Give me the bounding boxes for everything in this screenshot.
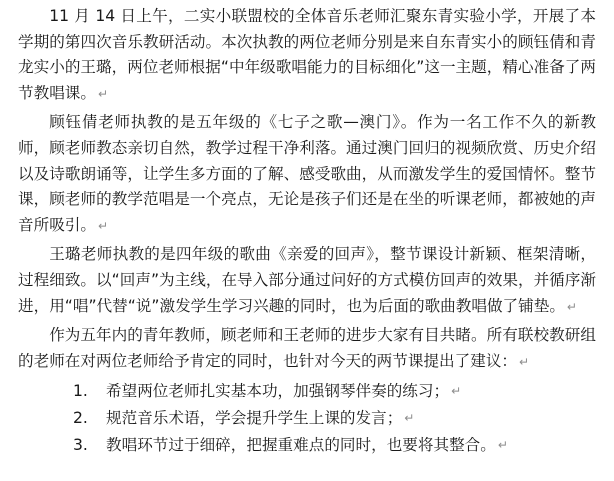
paragraph-mark-icon: ↵	[519, 354, 530, 369]
paragraph-mark-icon: ↵	[404, 411, 415, 426]
paragraph-wang-lesson: 王璐老师执教的是四年级的歌曲《亲爱的回声》，整节课设计新颖、框架清晰，过程细致。以“回声”为主线，在导入部分通过问好的方式模仿回声的效果，并循序渐进，用“唱”代替“说”激发学生学习兴趣的同时，也为后面的歌曲教唱做了铺垫。 ↵	[18, 245, 596, 315]
paragraph-mark-icon: ↵	[97, 218, 109, 233]
paragraph-mark-icon: ↵	[97, 86, 109, 101]
paragraph-mark-icon: ↵	[451, 384, 462, 399]
suggestion-list	[18, 378, 596, 459]
paragraph-gu-lesson: 顾钰倩老师执教的是五年级的《七子之歌—澳门》。作为一名工作不久的新教师，顾老师教态亲切自然，教学过程干净利落。通过澳门回归的视频欣赏、历史介绍以及诗歌朗诵等，让学生多方面的了解、感受歌曲，从而激发学生的爱国情怀。整节课，顾老师的教学范唱是一个亮点，无论是孩子们还是在坐的听课老师，都被她的声音所吸引。 ↵	[18, 113, 596, 234]
list-item	[73, 432, 596, 459]
list-item-number: 3.	[73, 436, 88, 455]
list-item-text: 规范音乐术语，学会提升学生上课的发言；	[106, 409, 403, 428]
paragraph-mark-icon: ↵	[497, 438, 508, 453]
paragraph-intro: 11 月 14 日上午，二实小联盟校的全体音乐老师汇聚东青实验小学，开展了本学期的第四次音乐教研活动。本次执教的两位老师分别是来自东青实小的顾钰倩和青龙实小的王璐，两位老师根据“中年级歌唱能力的目标细化”这一主题，精心准备了两节教唱课。 ↵	[18, 7, 596, 102]
list-item-number: 1.	[73, 382, 88, 401]
list-item	[73, 405, 596, 432]
paragraph-mark-icon: ↵	[566, 299, 577, 314]
list-item-text: 教唱环节过于细碎，把握重难点的同时，也要将其整合。	[106, 436, 496, 455]
list-item	[73, 378, 596, 405]
list-item-text: 希望两位老师扎实基本功，加强钢琴伴奏的练习；	[106, 382, 450, 401]
paragraph-feedback: 作为五年内的青年教师，顾老师和王老师的进步大家有目共睹。所有联校教研组的老师在对两位老师给予肯定的同时，也针对今天的两节课提出了建议： ↵	[18, 326, 596, 370]
list-item-number: 2.	[73, 409, 88, 428]
